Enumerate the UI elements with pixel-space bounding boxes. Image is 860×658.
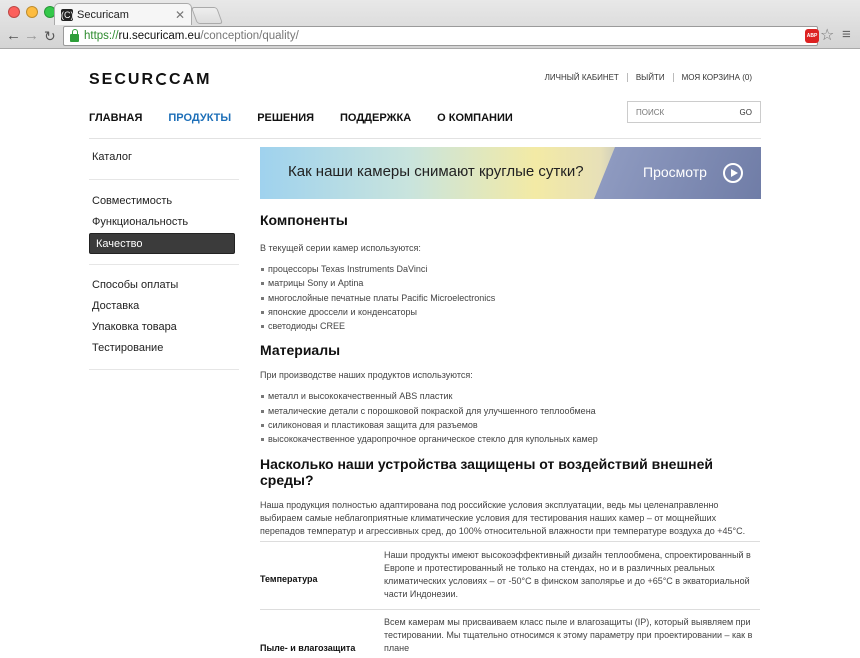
tab-close-icon[interactable]: ✕ (174, 7, 185, 22)
search-input[interactable] (636, 108, 726, 117)
url-path: /conception/quality/ (200, 30, 299, 42)
url-host: ru.securicam.eu (118, 30, 201, 42)
logo-camera-icon (156, 73, 168, 85)
components-list (260, 262, 760, 333)
main-content (260, 212, 760, 538)
lock-icon (70, 34, 79, 42)
nav-products[interactable]: ПРОДУКТЫ (168, 112, 232, 124)
nav-support[interactable]: ПОДДЕРЖКА (340, 112, 412, 124)
reload-icon[interactable]: ↻ (44, 28, 56, 44)
account-link[interactable]: ЛИЧНЫЙ КАБИНЕТ (544, 73, 619, 82)
protection-paragraph: Наша продукция полностью адаптирована под российские условия эксплуатации, ведь мы целенаправленно выбираем самые неблагоприятные климатические условия для тестирования наших камер – от мощнейших перепадов температур и агрессивных сред, до 100% относительной влажности при температуре воздуха до +45°C. (260, 499, 746, 536)
close-window-button[interactable] (8, 6, 20, 18)
sidebar-item-payment[interactable]: Способы оплаты (92, 279, 179, 291)
forward-arrow-icon[interactable]: → (24, 27, 39, 44)
banner-text: Как наши камеры снимают круглые сутки? (288, 163, 584, 180)
sidebar-item-catalog[interactable]: Каталог (92, 151, 132, 163)
list-item: японские дроссели и конденсаторы (260, 305, 760, 319)
materials-intro: При производстве наших продуктов используются: (260, 370, 473, 381)
browser-chrome (0, 0, 860, 49)
search-box (627, 101, 761, 123)
components-intro: В текущей серии камер используются: (260, 243, 421, 253)
address-bar[interactable] (63, 26, 818, 46)
sidebar (89, 139, 239, 370)
nav-about[interactable]: О КОМПАНИИ (437, 112, 513, 124)
list-item: металл и высококачественный ABS пластик (260, 389, 760, 403)
user-nav (537, 73, 760, 82)
list-item: силиконовая и пластиковая защита для разъемов (260, 418, 760, 432)
spec-table (260, 541, 760, 658)
site-logo[interactable] (89, 71, 211, 89)
section-title-components: Компоненты (260, 212, 348, 228)
cart-link[interactable]: МОЯ КОРЗИНА (0) (673, 73, 760, 82)
search-go-button[interactable]: GO (739, 107, 752, 117)
star-icon[interactable]: ☆ (820, 27, 835, 44)
securicam-favicon-icon: (C) (61, 9, 74, 20)
spec-label-temperature: Температура (260, 574, 318, 584)
url-scheme: https:// (84, 30, 119, 42)
spec-text-dust-water: Всем камерам мы присваиваем класс пыле и влагозащиты (IP), который выявляем при тестировании. Мы тщательно относимся к этому параметру при проектировании – как в плане (384, 617, 753, 653)
sidebar-item-delivery[interactable]: Доставка (92, 300, 140, 312)
list-item: матрицы Sony и Aptina (260, 276, 760, 290)
spec-label-dust-water: Пыле- и влагозащита (260, 643, 356, 653)
browser-tab[interactable] (54, 3, 192, 25)
sidebar-item-testing[interactable]: Тестирование (92, 342, 164, 354)
back-arrow-icon[interactable]: ← (6, 27, 21, 44)
tab-title: Securicam (77, 8, 129, 21)
sidebar-item-quality[interactable]: Качество (89, 233, 235, 254)
logo-text-right: CAM (169, 71, 212, 88)
promo-banner[interactable] (260, 147, 761, 199)
section-title-protection: Насколько наши устройства защищены от воздействий внешней среды? (260, 455, 713, 488)
list-item: светодиоды CREE (260, 319, 760, 333)
window-controls (8, 6, 56, 18)
spec-text-temperature: Наши продукты имеют высокоэффективный дизайн теплообмена, спроектированный в Европе и протестированный не только на стендах, но и в различных реальных климатических условиях – от -50°C в финском заполярье и до +65°C в экваториальной части Индонезии. (384, 550, 751, 599)
section-title-materials: Материалы (260, 342, 341, 359)
list-item: металические детали с порошковой покраской для улучшенного теплообмена (260, 404, 760, 418)
table-row (260, 542, 760, 610)
materials-list (260, 389, 760, 446)
nav-solutions[interactable]: РЕШЕНИЯ (257, 112, 315, 124)
main-nav (89, 112, 539, 124)
adblock-icon[interactable]: ABP (805, 29, 819, 43)
table-row (260, 610, 760, 658)
sidebar-item-functionality[interactable]: Функциональность (92, 216, 189, 228)
nav-home[interactable]: ГЛАВНАЯ (89, 112, 143, 124)
list-item: процессоры Texas Instruments DaVinci (260, 262, 760, 276)
sidebar-divider (89, 369, 239, 370)
banner-view-button[interactable]: Просмотр (643, 164, 707, 180)
sidebar-item-packaging[interactable]: Упаковка товара (92, 321, 177, 333)
minimize-window-button[interactable] (26, 6, 38, 18)
list-item: высококачественное ударопрочное органическое стекло для купольных камер (260, 432, 760, 446)
logo-text-left: SECUR (89, 71, 156, 88)
list-item: многослойные печатные платы Pacific Microelectronics (260, 291, 760, 305)
logout-link[interactable]: ВЫЙТИ (627, 73, 673, 82)
new-tab-button[interactable] (191, 7, 223, 24)
sidebar-item-compatibility[interactable]: Совместимость (92, 195, 173, 207)
play-icon[interactable] (723, 163, 743, 183)
menu-icon[interactable]: ≡ (842, 26, 851, 43)
